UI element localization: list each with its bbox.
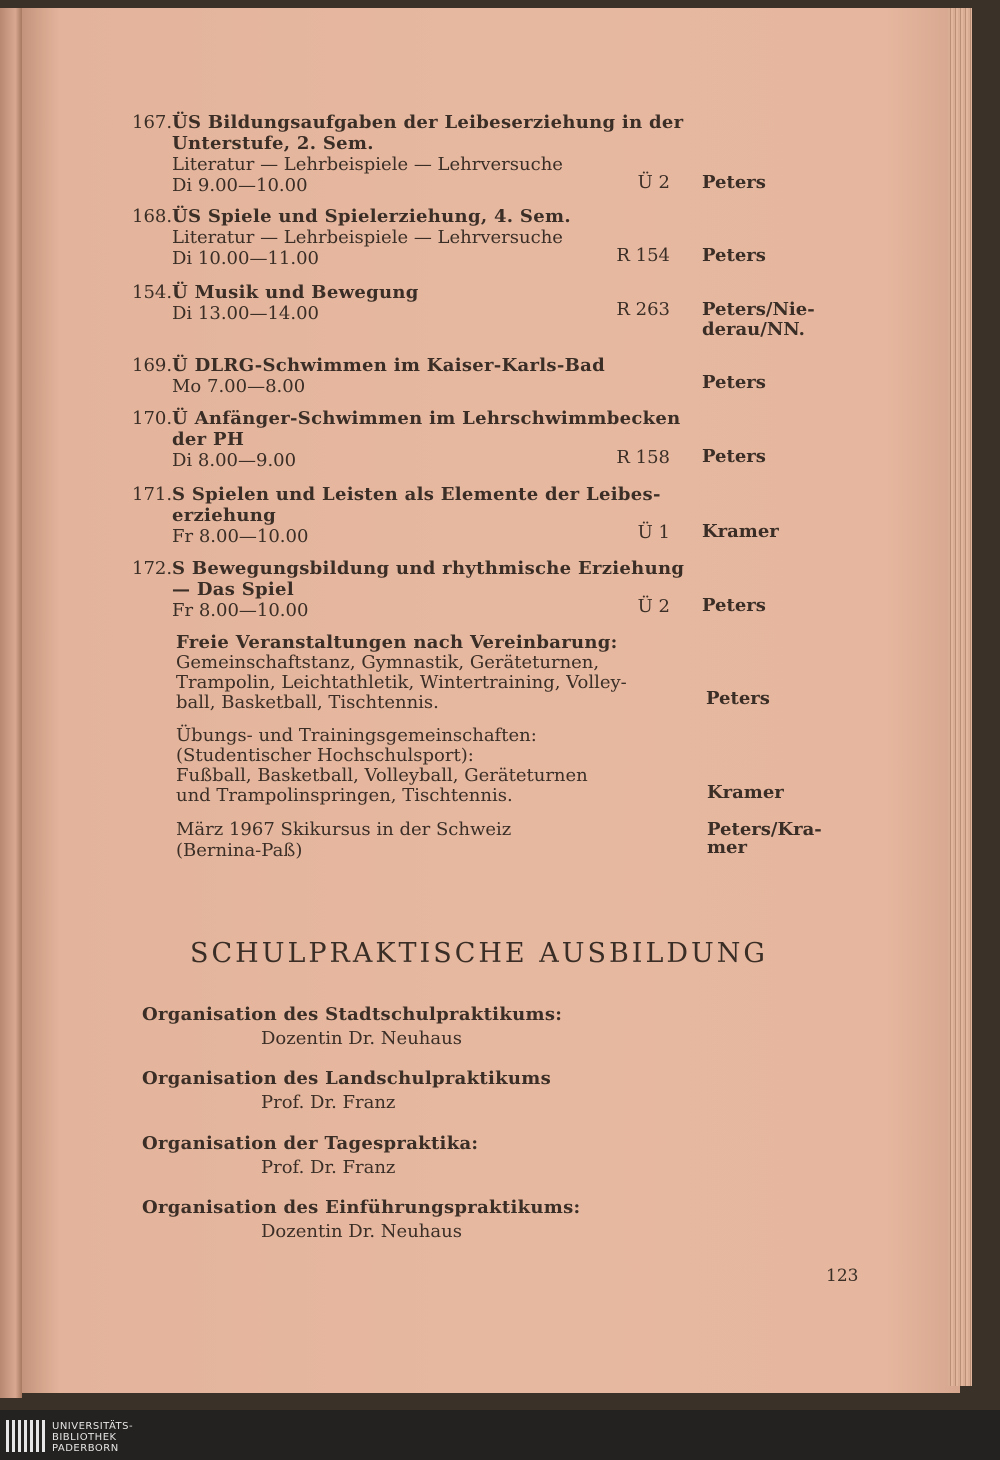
free-events-line: Gemeinschaftstanz, Gymnastik, Geräteturnen, bbox=[176, 652, 600, 673]
logo-line: PADERBORN bbox=[52, 1443, 119, 1454]
free-events-line: Trampolin, Leichtathletik, Wintertraining, Volley- bbox=[176, 672, 627, 693]
training-line: Fußball, Basketball, Volleyball, Geräteturnen bbox=[176, 765, 588, 786]
training-lecturer: Kramer bbox=[707, 782, 784, 803]
logo-line: UNIVERSITÄTS- bbox=[52, 1421, 134, 1432]
organisation-person: Dozentin Dr. Neuhaus bbox=[261, 1221, 462, 1242]
course-title: Ü Anfänger-Schwimmen im Lehrschwimmbecken bbox=[172, 408, 681, 429]
course-title-cont: — Das Spiel bbox=[172, 579, 294, 600]
course-title: Ü DLRG-Schwimmen im Kaiser-Karls-Bad bbox=[172, 355, 605, 376]
page-stack-edge bbox=[948, 8, 972, 1386]
training-line: und Trampolinspringen, Tischtennis. bbox=[176, 785, 513, 806]
course-title: ÜS Spiele und Spielerziehung, 4. Sem. bbox=[172, 206, 571, 227]
organisation-item bbox=[142, 1067, 551, 1115]
course-number: 168. bbox=[132, 206, 173, 227]
course-lecturer: Peters/Nie- bbox=[702, 299, 815, 320]
course-time: Di 8.00—9.00 bbox=[172, 450, 297, 471]
course-lecturer: Peters bbox=[702, 372, 766, 393]
course-title: Ü Musik und Bewegung bbox=[172, 282, 419, 303]
training-line: Übungs- und Trainingsgemeinschaften: bbox=[176, 725, 537, 746]
course-lecturer: Kramer bbox=[702, 521, 779, 542]
course-title: S Bewegungsbildung und rhythmische Erziehung bbox=[172, 558, 685, 579]
ski-course-line: März 1967 Skikursus in der Schweiz bbox=[176, 819, 512, 840]
ski-course-line: (Bernina-Paß) bbox=[176, 840, 303, 861]
course-number: 169. bbox=[132, 355, 173, 376]
left-page-edge bbox=[0, 8, 22, 1398]
free-events-line: ball, Basketball, Tischtennis. bbox=[176, 692, 439, 713]
course-note: Literatur — Lehrbeispiele — Lehrversuche bbox=[172, 154, 563, 175]
section-title: SCHULPRAKTISCHE AUSBILDUNG bbox=[190, 938, 769, 969]
course-lecturer: Peters bbox=[702, 172, 766, 193]
ski-course-lecturer-cont: mer bbox=[707, 837, 747, 858]
course-time: Di 9.00—10.00 bbox=[172, 175, 308, 196]
course-room: Ü 1 bbox=[637, 522, 670, 543]
course-title: ÜS Bildungsaufgaben der Leibeserziehung in der bbox=[172, 112, 684, 133]
organisation-heading: Organisation des Landschulpraktikums bbox=[142, 1068, 552, 1089]
course-title-cont: erziehung bbox=[172, 505, 276, 526]
course-lecturer-cont: derau/NN. bbox=[702, 319, 805, 340]
organisation-heading: Organisation des Einführungspraktikums: bbox=[142, 1197, 581, 1218]
organisation-item bbox=[142, 1132, 478, 1180]
course-time: Fr 8.00—10.00 bbox=[172, 526, 309, 547]
free-events-heading: Freie Veranstaltungen nach Vereinbarung: bbox=[176, 632, 618, 653]
organisation-person: Prof. Dr. Franz bbox=[261, 1092, 396, 1113]
training-line: (Studentischer Hochschulsport): bbox=[176, 745, 474, 766]
course-number: 171. bbox=[132, 484, 173, 505]
organisation-heading: Organisation der Tagespraktika: bbox=[142, 1133, 479, 1154]
organisation-item bbox=[142, 1003, 562, 1051]
organisation-item bbox=[142, 1196, 580, 1244]
course-title-cont: Unterstufe, 2. Sem. bbox=[172, 133, 374, 154]
course-number: 172. bbox=[132, 558, 173, 579]
free-events-lecturer: Peters bbox=[706, 688, 770, 709]
course-room: R 154 bbox=[616, 245, 670, 266]
page-number: 123 bbox=[826, 1266, 859, 1286]
logo-line: BIBLIOTHEK bbox=[52, 1432, 117, 1443]
library-logo-icon bbox=[6, 1420, 46, 1452]
ski-course-lecturer: Peters/Kra- bbox=[707, 819, 822, 840]
organisation-person: Dozentin Dr. Neuhaus bbox=[261, 1028, 462, 1049]
course-time: Di 10.00—11.00 bbox=[172, 248, 319, 269]
course-lecturer: Peters bbox=[702, 245, 766, 266]
course-number: 167. bbox=[132, 112, 173, 133]
course-room: Ü 2 bbox=[637, 596, 670, 617]
library-logo-text bbox=[52, 1421, 133, 1454]
course-title: S Spielen und Leisten als Elemente der Leibes- bbox=[172, 484, 661, 505]
course-number: 170. bbox=[132, 408, 173, 429]
organisation-heading: Organisation des Stadtschulpraktikums: bbox=[142, 1004, 563, 1025]
course-lecturer: Peters bbox=[702, 595, 766, 616]
course-room: R 263 bbox=[616, 299, 670, 320]
course-lecturer: Peters bbox=[702, 446, 766, 467]
course-room: Ü 2 bbox=[637, 172, 670, 193]
organisation-person: Prof. Dr. Franz bbox=[261, 1157, 396, 1178]
course-time: Di 13.00—14.00 bbox=[172, 303, 319, 324]
library-footer bbox=[0, 1410, 1000, 1460]
course-time: Fr 8.00—10.00 bbox=[172, 600, 309, 621]
course-time: Mo 7.00—8.00 bbox=[172, 376, 306, 397]
course-number: 154. bbox=[132, 282, 173, 303]
course-note: Literatur — Lehrbeispiele — Lehrversuche bbox=[172, 227, 563, 248]
course-title-cont: der PH bbox=[172, 429, 245, 450]
course-room: R 158 bbox=[616, 447, 670, 468]
